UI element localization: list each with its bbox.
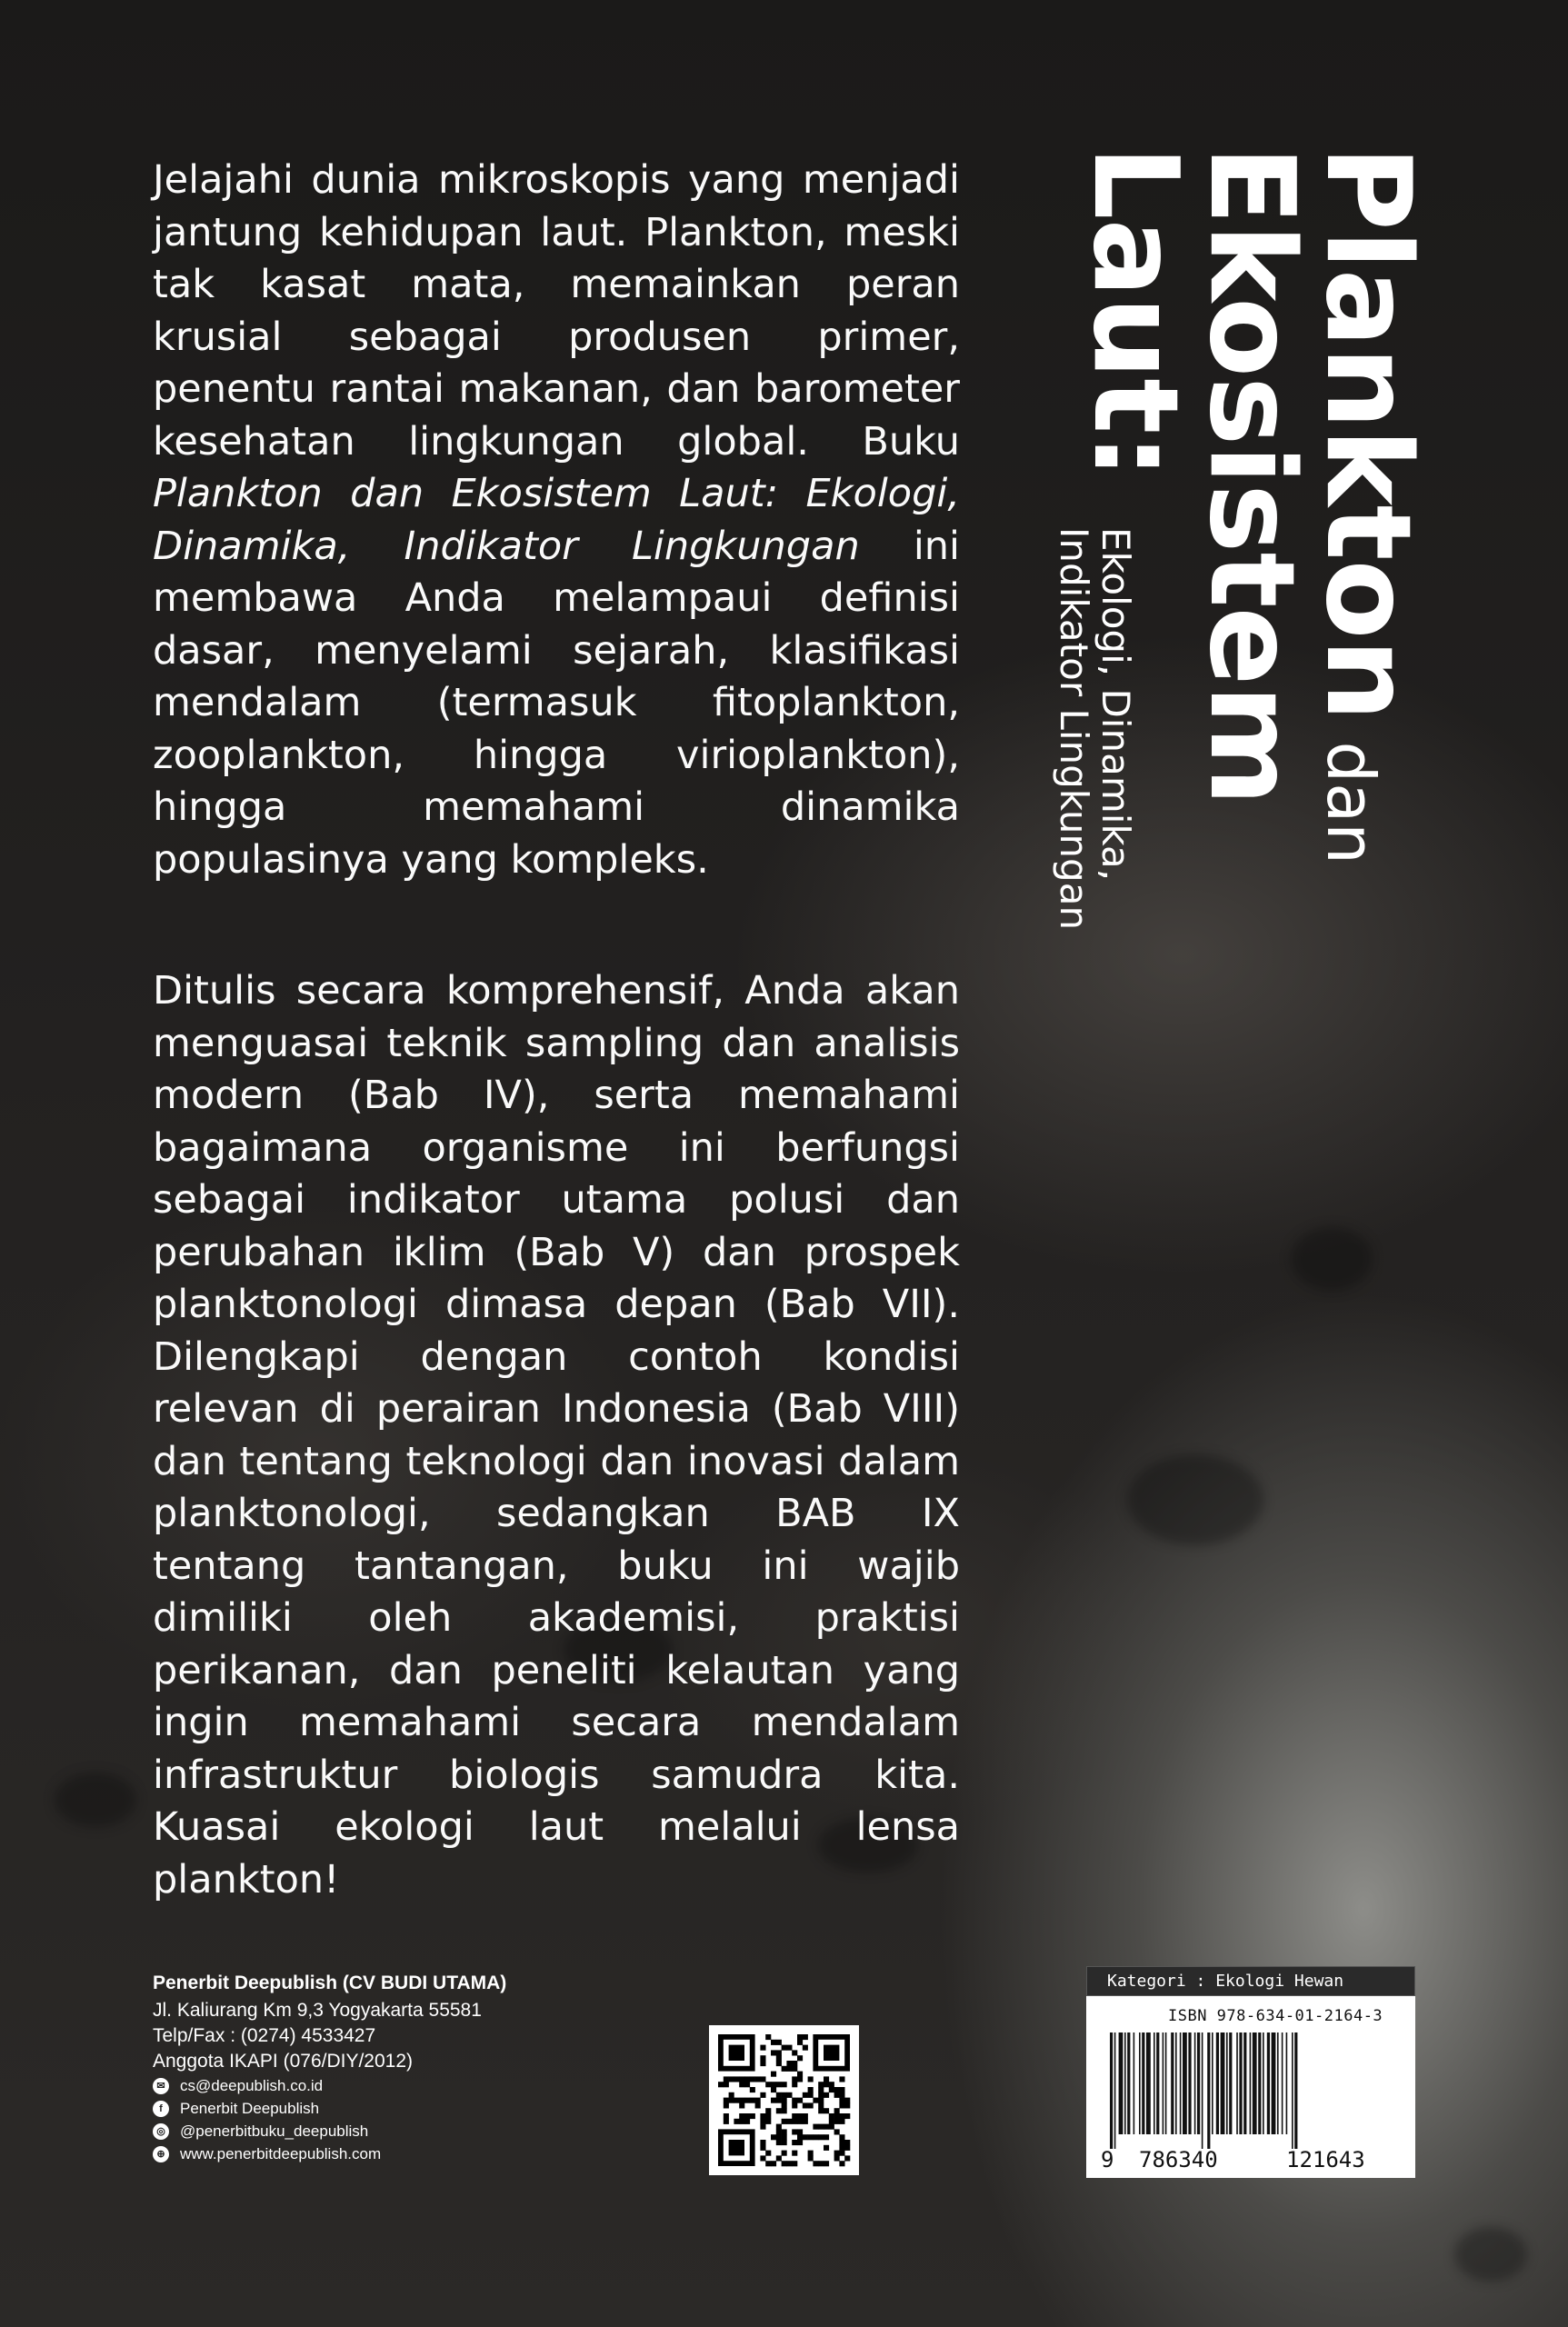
qr-module [839, 2087, 844, 2092]
qr-module [797, 2113, 803, 2119]
qr-module [771, 2134, 776, 2140]
barcode-bar [1212, 2032, 1213, 2134]
qr-module [739, 2082, 744, 2087]
instagram-text: @penerbitbuku_deepublish [180, 2122, 369, 2140]
isbn-text: ISBN 978-634-01-2164-3 [1168, 2007, 1383, 2025]
qr-module [797, 2129, 803, 2134]
background-blob [55, 1773, 136, 1827]
email-text: cs@deepublish.co.id [180, 2077, 324, 2094]
qr-module [776, 2050, 782, 2055]
qr-module [813, 2134, 818, 2140]
contact-website [153, 2145, 625, 2163]
qr-module [839, 2161, 844, 2166]
barcode-panel [1086, 1996, 1415, 2178]
title-dan: dan [1313, 720, 1389, 864]
qr-module [792, 2151, 797, 2156]
title-laut: Laut: [1067, 145, 1203, 479]
qr-module [782, 2119, 787, 2124]
qr-module [776, 2055, 782, 2061]
qr-module [782, 2066, 787, 2072]
qr-module [792, 2050, 797, 2055]
barcode-bar [1263, 2032, 1264, 2134]
contact-instagram [153, 2122, 625, 2141]
qr-module [782, 2092, 787, 2098]
qr-module [792, 2140, 797, 2145]
qr-module [844, 2102, 850, 2108]
background-blob [1127, 1454, 1263, 1545]
qr-module [803, 2045, 808, 2051]
qr-module [786, 2092, 792, 2098]
qr-module [792, 2129, 797, 2134]
qr-code-graphic [709, 2025, 859, 2175]
publisher-phone: Telp/Fax : (0274) 4533427 [153, 2025, 376, 2046]
subtitle-line-1: Ekologi, Dinamika, [1094, 527, 1138, 882]
qr-module [776, 2061, 782, 2066]
qr-module [792, 2119, 797, 2124]
website-text: www.penerbitdeepublish.com [180, 2145, 382, 2162]
barcode-digits-left: 786340 [1139, 2147, 1218, 2172]
qr-module [803, 2092, 808, 2098]
qr-module [844, 2098, 850, 2103]
qr-module [803, 2034, 808, 2040]
publisher-address: Jl. Kaliurang Km 9,3 Yogyakarta 55581 [153, 2000, 482, 2021]
qr-module [776, 2129, 782, 2134]
qr-module [829, 2113, 834, 2119]
qr-module [776, 2092, 782, 2098]
qr-module [818, 2098, 824, 2103]
qr-module [724, 2098, 729, 2103]
qr-module [786, 2161, 792, 2166]
barcode-bar [1119, 2032, 1124, 2134]
qr-module [744, 2098, 750, 2103]
qr-module [818, 2082, 824, 2087]
qr-module [797, 2076, 803, 2082]
barcode-bar [1156, 2032, 1159, 2134]
qr-module [834, 2113, 840, 2119]
qr-module [797, 2140, 803, 2145]
mail-icon: ✉ [153, 2078, 169, 2094]
qr-module [760, 2124, 765, 2130]
qr-module [834, 2087, 840, 2092]
qr-module [797, 2034, 803, 2040]
qr-module [808, 2134, 814, 2140]
qr-module [839, 2102, 844, 2108]
qr-module [776, 2108, 782, 2113]
qr-module [792, 2102, 797, 2108]
qr-module [808, 2151, 814, 2156]
qr-module [782, 2129, 787, 2134]
barcode-bar [1171, 2032, 1174, 2134]
qr-module [771, 2087, 776, 2092]
blurb-text: Ditulis secara komprehensif, Anda akan menguasai teknik sampling dan analisis modern (Bab IV), serta memahami bagaimana organisme ini berfungsi sebagai indikator utama polusi dan perubahan iklim (Bab V) dan prospek planktonologi dimasa depan (Bab VII). Dilengkapi dengan contoh kondisi relevan di perairan Indonesia (Bab VIII) dan tentang teknologi dan inovasi dalam planktonologi, sedangkan BAB IX tentang tantangan, buku ini wajib dimiliki oleh akademisi, praktisi perikanan, dan peneliti kelautan yang ingin memahami secara mendalam infrastruktur biologis samudra kita. Kuasai ekologi laut melalui lensa plankton! [153, 968, 960, 1903]
qr-module [724, 2119, 729, 2124]
qr-module [776, 2140, 782, 2145]
qr-module [839, 2151, 844, 2156]
qr-module [792, 2066, 797, 2072]
qr-module [765, 2034, 771, 2040]
qr-module [797, 2055, 803, 2061]
barcode-bar [1180, 2032, 1182, 2134]
qr-module [792, 2061, 797, 2066]
qr-code [709, 2025, 859, 2175]
qr-module [739, 2098, 744, 2103]
qr-module [744, 2119, 750, 2124]
qr-module [792, 2113, 797, 2119]
qr-module [834, 2151, 840, 2156]
qr-module [829, 2082, 834, 2087]
qr-module [776, 2040, 782, 2045]
qr-module [734, 2119, 739, 2124]
qr-module [813, 2161, 818, 2166]
barcode-bar [1286, 2032, 1288, 2134]
title-line-2 [1183, 145, 1319, 805]
qr-module [744, 2082, 750, 2087]
qr-module [729, 2092, 734, 2098]
qr-module [782, 2151, 787, 2156]
barcode-bar [1282, 2032, 1283, 2134]
qr-module [782, 2108, 787, 2113]
qr-module [839, 2092, 844, 2098]
qr-module [818, 2092, 824, 2098]
barcode-bar [1272, 2032, 1276, 2134]
qr-module [750, 2076, 755, 2082]
qr-module [718, 2082, 724, 2087]
facebook-text: Penerbit Deepublish [180, 2100, 320, 2117]
barcode-bar [1163, 2032, 1164, 2134]
barcode-digit-first: 9 [1101, 2147, 1114, 2172]
barcode-bar [1236, 2032, 1238, 2134]
qr-module [771, 2072, 776, 2077]
qr-module [782, 2045, 787, 2051]
qr-module [839, 2140, 844, 2145]
qr-module [839, 2145, 844, 2151]
qr-module [818, 2102, 824, 2108]
qr-module [839, 2134, 844, 2140]
blurb-paragraph-1 [153, 155, 960, 886]
contact-email [153, 2077, 625, 2095]
qr-module [808, 2155, 814, 2161]
contact-facebook [153, 2100, 625, 2118]
barcode-bar [1127, 2032, 1130, 2134]
qr-module [755, 2098, 761, 2103]
qr-module [834, 2108, 840, 2113]
qr-module [776, 2082, 782, 2087]
qr-module [765, 2151, 771, 2156]
qr-module [765, 2082, 771, 2087]
qr-module [829, 2124, 834, 2130]
qr-module [844, 2140, 850, 2145]
barcode-block [1086, 1966, 1415, 2178]
qr-module [776, 2155, 782, 2161]
qr-module [818, 2161, 824, 2166]
qr-module [803, 2102, 808, 2108]
qr-module [739, 2076, 744, 2082]
qr-module [808, 2092, 814, 2098]
qr-module [734, 2098, 739, 2103]
qr-module [834, 2092, 840, 2098]
qr-module [818, 2108, 824, 2113]
qr-module [776, 2134, 782, 2140]
blurb-text: Jelajahi dunia mikroskopis yang menjadi jantung kehidupan laut. Plankton, meski tak kasat mata, memainkan peran krusial sebagai produsen primer, penentu rantai makanan, dan barometer kesehatan lingkungan global. Buku [153, 157, 960, 464]
blurb-book-title: Plankton dan Ekosistem Laut: Ekologi, Dinamika, Indikator Lingkungan [153, 471, 960, 569]
qr-finder [824, 2045, 839, 2061]
book-title [1036, 145, 1435, 1009]
qr-module [739, 2119, 744, 2124]
barcode-bar [1226, 2032, 1228, 2134]
qr-module [760, 2113, 765, 2119]
barcode-bar [1110, 2032, 1113, 2149]
barcode-bar [1243, 2032, 1246, 2134]
globe-icon: ⊕ [153, 2146, 169, 2162]
qr-module [824, 2161, 829, 2166]
qr-module [750, 2113, 755, 2119]
qr-module [786, 2045, 792, 2051]
barcode-bar [1250, 2032, 1252, 2134]
qr-module [824, 2082, 829, 2087]
background-blob [1291, 1227, 1373, 1291]
qr-module [755, 2102, 761, 2108]
qr-module [760, 2119, 765, 2124]
facebook-icon: f [153, 2101, 169, 2117]
qr-module [734, 2076, 739, 2082]
qr-module [839, 2098, 844, 2103]
barcode-bar [1253, 2032, 1257, 2134]
qr-module [744, 2113, 750, 2119]
barcode-bar [1165, 2032, 1167, 2134]
qr-module [782, 2140, 787, 2145]
title-ekosistem: Ekosistem [1183, 145, 1319, 805]
qr-module [786, 2061, 792, 2066]
qr-module [834, 2119, 840, 2124]
qr-module [797, 2098, 803, 2103]
qr-module [771, 2050, 776, 2055]
barcode-bar [1294, 2032, 1297, 2149]
barcode-bar [1202, 2032, 1203, 2149]
barcode-bar [1194, 2032, 1196, 2134]
barcode-bar [1216, 2032, 1219, 2134]
barcode-digits-right: 121643 [1286, 2147, 1365, 2172]
qr-module [729, 2076, 734, 2082]
qr-module [739, 2113, 744, 2119]
qr-finder [729, 2045, 744, 2061]
qr-module [824, 2108, 829, 2113]
qr-module [839, 2113, 844, 2119]
qr-module [824, 2092, 829, 2098]
barcode-bar [1188, 2032, 1191, 2134]
qr-module [724, 2102, 729, 2108]
qr-module [829, 2119, 834, 2124]
qr-module [844, 2155, 850, 2161]
qr-module [786, 2119, 792, 2124]
subtitle-line-2: Indikator Lingkungan [1052, 527, 1096, 931]
qr-module [765, 2113, 771, 2119]
barcode-bar [1229, 2032, 1232, 2134]
barcode-bar [1258, 2032, 1261, 2134]
qr-module [782, 2102, 787, 2108]
qr-module [782, 2134, 787, 2140]
barcode-bar [1277, 2032, 1279, 2134]
qr-finder [729, 2140, 744, 2155]
barcode-bar [1114, 2032, 1116, 2149]
publisher-name: Penerbit Deepublish (CV BUDI UTAMA) [153, 1972, 507, 1993]
qr-module [760, 2140, 765, 2145]
qr-module [782, 2082, 787, 2087]
barcode-bar [1197, 2032, 1200, 2134]
barcode-bar [1239, 2032, 1242, 2134]
qr-module [813, 2098, 818, 2103]
qr-module [803, 2119, 808, 2124]
instagram-icon: ◎ [153, 2123, 169, 2140]
qr-module [839, 2119, 844, 2124]
title-plankton: Plankton [1300, 145, 1435, 721]
qr-module [834, 2155, 840, 2161]
qr-module [750, 2098, 755, 2103]
title-line-1 [1300, 145, 1435, 864]
publisher-info [153, 1972, 625, 2163]
qr-module [808, 2087, 814, 2092]
title-line-3 [1067, 145, 1203, 479]
qr-module [760, 2092, 765, 2098]
barcode-bar [1175, 2032, 1177, 2134]
qr-module [782, 2161, 787, 2166]
qr-module [771, 2082, 776, 2087]
qr-module [824, 2134, 829, 2140]
qr-module [724, 2113, 729, 2119]
qr-module [844, 2145, 850, 2151]
qr-module [755, 2076, 761, 2082]
blurb-text: ini membawa Anda melampaui definisi dasar, menyelami sejarah, klasifikasi mendalam (termasuk fitoplankton, zooplankton, hingga virioplankton), hingga memahami dinamika populasinya yang kompleks. [153, 523, 960, 883]
qr-module [803, 2134, 808, 2140]
barcode-bar [1292, 2032, 1293, 2149]
qr-module [760, 2045, 765, 2051]
qr-module [797, 2072, 803, 2077]
qr-module [786, 2066, 792, 2072]
kategori-label: Kategori : Ekologi Hewan [1086, 1966, 1415, 1996]
barcode-bar [1124, 2032, 1126, 2134]
barcode-bar [1154, 2032, 1155, 2134]
qr-module [829, 2087, 834, 2092]
qr-module [797, 2134, 803, 2140]
qr-module [844, 2113, 850, 2119]
qr-module [744, 2076, 750, 2082]
qr-module [760, 2061, 765, 2066]
qr-module [765, 2119, 771, 2124]
blurb-paragraph-2 [153, 965, 960, 1906]
qr-module [808, 2102, 814, 2108]
qr-module [760, 2076, 765, 2082]
qr-module [760, 2155, 765, 2161]
qr-module [765, 2161, 771, 2166]
qr-module [724, 2082, 729, 2087]
qr-module [818, 2134, 824, 2140]
qr-module [797, 2040, 803, 2045]
qr-module [813, 2124, 818, 2130]
barcode-bar [1134, 2032, 1135, 2134]
qr-module [792, 2082, 797, 2087]
qr-module [839, 2076, 844, 2082]
qr-module [782, 2098, 787, 2103]
qr-module [724, 2076, 729, 2082]
qr-module [792, 2076, 797, 2082]
qr-module [818, 2124, 824, 2130]
barcode-bar [1142, 2032, 1144, 2134]
barcode-bars [1086, 2032, 1415, 2151]
qr-module [824, 2145, 829, 2151]
qr-module [803, 2113, 808, 2119]
qr-module [760, 2055, 765, 2061]
barcode-bar [1267, 2032, 1270, 2134]
barcode-bar [1183, 2032, 1187, 2134]
barcode-bar [1139, 2032, 1141, 2134]
qr-module [739, 2102, 744, 2108]
qr-module [824, 2124, 829, 2130]
background-blob [1454, 2227, 1527, 2282]
qr-module [771, 2161, 776, 2166]
qr-module [760, 2145, 765, 2151]
qr-module [824, 2076, 829, 2082]
qr-module [792, 2161, 797, 2166]
qr-module [834, 2129, 840, 2134]
barcode-bar [1207, 2032, 1210, 2149]
qr-module [771, 2040, 776, 2045]
publisher-member: Anggota IKAPI (076/DIY/2012) [153, 2051, 414, 2072]
qr-module [797, 2119, 803, 2124]
qr-module [792, 2098, 797, 2103]
qr-module [808, 2076, 814, 2082]
barcode-bar [1146, 2032, 1151, 2134]
qr-module [765, 2108, 771, 2113]
barcode-bar [1221, 2032, 1225, 2134]
qr-module [771, 2098, 776, 2103]
qr-module [750, 2087, 755, 2092]
qr-module [776, 2098, 782, 2103]
qr-module [776, 2124, 782, 2130]
qr-module [729, 2098, 734, 2103]
qr-module [818, 2087, 824, 2092]
